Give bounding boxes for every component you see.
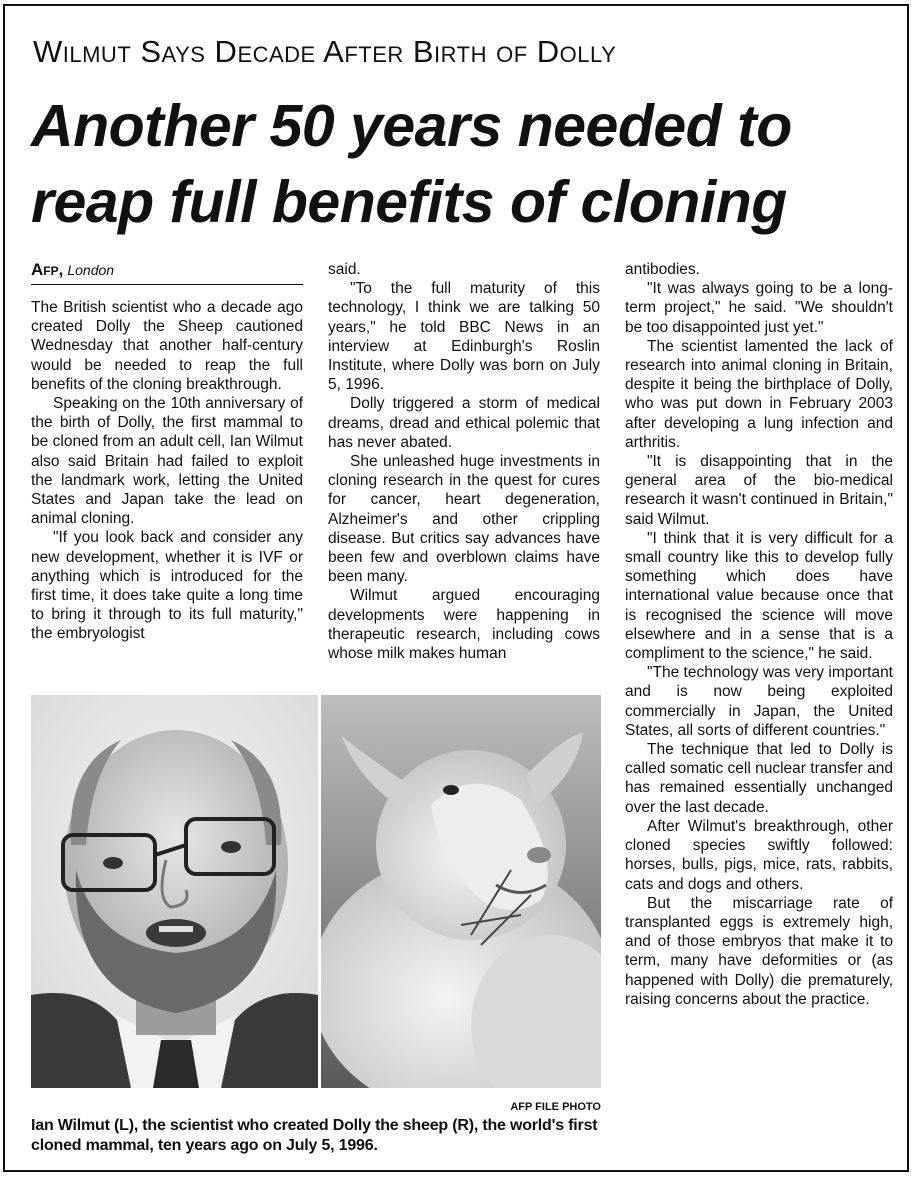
article-column-2 [328, 260, 600, 663]
paragraph: "If you look back and consider any new development, whether it is IVF or anything which is introduced for the first time, it does take quite a long time to bring it through to its full maturity," the embryologist [31, 529, 303, 643]
byline-city: London [67, 262, 115, 278]
paragraph: She unleashed huge investments in cloning research in the quest for cures for cancer, heart degeneration, Alzheimer's and other crippling disease. But critics say advances have been few and overblown claims have been many. [328, 453, 600, 586]
paragraph: Wilmut argued encouraging developments were happening in therapeutic research, including cows whose milk makes human [328, 587, 600, 663]
newspaper-clipping [3, 4, 909, 1172]
sheep-illustration [321, 695, 601, 1088]
paragraph: "To the full maturity of this technology, I think we are talking 50 years," he told BBC News in an interview at Edinburgh's Roslin Institute, where Dolly was born on July 5, 1996. [328, 280, 600, 394]
portrait-illustration [31, 695, 318, 1088]
kicker-headline: Wilmut Says Decade After Birth of Dolly [33, 34, 617, 69]
article-column-3 [625, 260, 893, 1009]
photo-caption: Ian Wilmut (L), the scientist who created Dolly the sheep (R), the world's first cloned mammal, ten years ago on July 5, 1996. [31, 1117, 598, 1154]
paragraph: "The technology was very important and is now being exploited commercially in Japan, the United States, all sorts of different countries." [625, 664, 893, 739]
paragraph: After Wilmut's breakthrough, other cloned species swiftly followed: horses, bulls, pigs, mice, rats, rabbits, cats and dogs and others. [625, 817, 893, 893]
paragraph: But the miscarriage rate of transplanted eggs is extremely high, and of those embryos that make it to term, many have deformities or (as happened with Dolly) die prematurely, raising concerns about the practice. [625, 894, 893, 1008]
article-column-1 [31, 298, 303, 644]
photo-ian-wilmut [31, 695, 318, 1088]
paragraph: Dolly triggered a storm of medical dreams, dread and ethical polemic that has never abated. [328, 395, 600, 451]
paragraph: The British scientist who a decade ago created Dolly the Sheep cautioned Wednesday that another half-century would be needed to reap the full benefits of the cloning breakthrough. [31, 299, 303, 393]
headline-line-1: Another 50 years needed to [31, 93, 792, 159]
paragraph: "It is disappointing that in the general area of the bio-medical research it wasn't continued in Britain," said Wilmut. [625, 453, 893, 528]
paragraph: "It was always going to be a long-term project," he said. "We shouldn't be too disappointed just yet." [625, 280, 893, 336]
headline-line-2: reap full benefits of cloning [31, 169, 787, 235]
main-headline [31, 88, 901, 240]
paragraph: Speaking on the 10th anniversary of the birth of Dolly, the first mammal to be cloned from an adult cell, Ian Wilmut also said Britain had failed to exploit the landmark work, letting the United States and Japan take the lead on animal cloning. [31, 395, 303, 528]
paragraph: said. [328, 261, 361, 278]
photo-credit: AFP FILE PHOTO [510, 1101, 601, 1113]
paragraph: antibodies. [625, 261, 700, 278]
paragraph: The scientist lamented the lack of research into animal cloning in Britain, despite it being the birthplace of Dolly, who was put down in February 2003 after developing a lung infection and arthritis. [625, 337, 893, 451]
photo-pair [31, 695, 601, 1088]
photo-dolly-the-sheep [321, 695, 601, 1088]
byline-agency: Afp, [31, 260, 64, 279]
paragraph: The technique that led to Dolly is called somatic cell nuclear transfer and has remained essentially unchanged over the last decade. [625, 741, 893, 816]
byline [31, 260, 303, 285]
paragraph: "I think that it is very difficult for a small country like this to develop fully something which does have international value because once that is recognised the science will move elsewhere and in a sense that is a compliment to the science," he said. [625, 529, 893, 663]
